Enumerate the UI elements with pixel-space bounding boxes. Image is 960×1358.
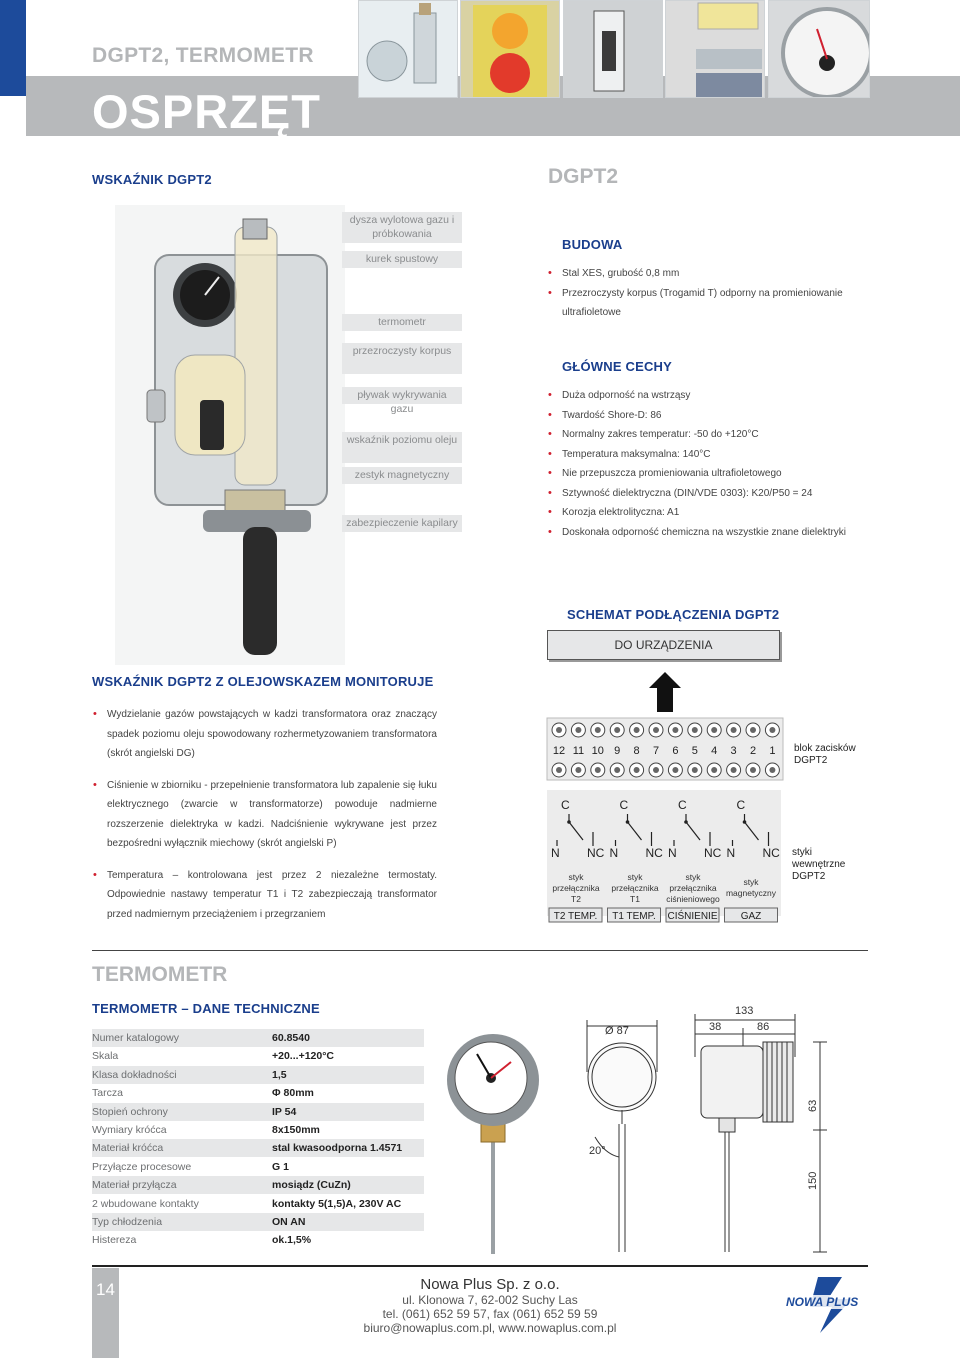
company-name: Nowa Plus Sp. z o.o. (420, 1276, 560, 1293)
logo-text: NOWA PLUS (786, 1295, 859, 1309)
contact-pivot (743, 820, 747, 824)
label-magnetic-contact: zestyk magnetyczny (342, 467, 462, 484)
monitoring-title: WSKAŹNIK DGPT2 Z OLEJOWSKAZEM MONITORUJE (92, 674, 434, 689)
terminal-screw-core (614, 767, 620, 773)
contact-pivot (567, 820, 571, 824)
spec-key: Histereza (92, 1234, 137, 1247)
thumb-bellows-photo (563, 0, 663, 98)
terminal-number: 9 (614, 745, 621, 757)
contact-c-label: C (619, 798, 629, 812)
company-address: ul. Klonowa 7, 62-002 Suchy Las (402, 1293, 578, 1307)
indicator-section-title: WSKAŹNIK DGPT2 (92, 172, 212, 187)
label-outlet-nozzle: dysza wylotowa gazu i próbkowania (342, 212, 462, 243)
spec-row (92, 1231, 424, 1249)
contact-c-label: C (561, 798, 570, 812)
spec-key: 2 wbudowane kontakty (92, 1197, 199, 1210)
outlet-photo-icon (359, 1, 457, 97)
spec-value: mosiądz (CuZn) (272, 1179, 351, 1192)
device-box: DO URZĄDZENIA (547, 630, 780, 660)
contact-nc-label: NC (704, 846, 722, 860)
terminal-screw-core (634, 767, 640, 773)
feature-item: • Temperatura maksymalna: 140°C (562, 445, 862, 465)
terminal-screw-core (556, 767, 562, 773)
side-view-body (701, 1046, 763, 1118)
spec-row (92, 1084, 424, 1102)
contact-c-label: C (678, 798, 687, 812)
terminal-number: 1 (769, 745, 776, 757)
thermometer-photo (437, 1032, 547, 1257)
construction-title: BUDOWA (562, 237, 623, 252)
contact-pivot (626, 820, 630, 824)
label-gas-float: pływak wykrywania gazu (342, 387, 462, 404)
company-block (300, 1277, 680, 1335)
spec-value: 60.8540 (272, 1032, 310, 1044)
terminal-screw-core (614, 727, 620, 733)
gauge-photo-icon (769, 1, 869, 97)
terminal-block-label: blok zacisków DGPT2 (794, 743, 856, 766)
spec-row (92, 1066, 424, 1084)
header-accent (0, 0, 26, 96)
terminal-screw-core (711, 767, 717, 773)
footer-line (92, 1265, 868, 1267)
terminal-screw-core (653, 727, 659, 733)
contact-tag: CIŚNIENIE (667, 911, 718, 922)
monitoring-item: • Temperatura – kontrolowana jest przez 2 niezależne termostaty. Odpowiednie nastawy temperatur T1 i T2 zabezpieczają transformator przed nadmiernym przeciążeniem i przegrzaniem (107, 866, 437, 925)
construction-item: • Stal XES, grubość 0,8 mm (562, 264, 862, 284)
terminal-screw-core (672, 727, 678, 733)
construction-list (562, 264, 862, 323)
schematic-title: SCHEMAT PODŁĄCZENIA DGPT2 (567, 607, 780, 622)
terminal-number: 2 (749, 745, 757, 757)
terminal-number: 12 (552, 745, 566, 757)
dim-diameter: Ø 87 (605, 1025, 629, 1037)
spec-value: Φ 80mm (272, 1087, 314, 1100)
spec-value: kontakty 5(1,5)A, 230V AC (272, 1197, 402, 1210)
spec-value: 8x150mm (272, 1124, 320, 1136)
front-view-outline (588, 1043, 656, 1111)
contact-nc-label: NC (762, 846, 780, 860)
terminal-screw-core (750, 727, 756, 733)
feature-item: • Korozja elektrolityczna: A1 (562, 503, 862, 523)
spec-key: Stopień ochrony (92, 1105, 168, 1118)
thumb-outlet-photo (358, 0, 458, 98)
terminal-screw-core (769, 727, 775, 733)
dim-38: 38 (709, 1021, 722, 1033)
spec-key: Materiał króćca (92, 1142, 164, 1155)
spec-key: Tarcza (92, 1087, 123, 1100)
terminal-number: 6 (672, 745, 679, 757)
feature-item: • Duża odporność na wstrząsy (562, 386, 862, 406)
spec-value: +20...+120°C (272, 1050, 334, 1063)
contact-n-label: N (551, 846, 560, 860)
terminal-number: 8 (633, 745, 640, 757)
thermometer-fitting (481, 1124, 505, 1142)
construction-item: • Przezroczysty korpus (Trogamid T) odporny na promieniowanie ultrafioletowe (562, 284, 862, 323)
contact-desc: styk przełącznika T1 (611, 872, 659, 904)
dim-150: 150 (807, 1171, 819, 1190)
spec-value: ok.1,5% (272, 1234, 312, 1247)
terminal-screw-core (769, 767, 775, 773)
spec-row (92, 1103, 424, 1121)
contact-nc-label: NC (645, 846, 663, 860)
terminal-screw-core (731, 767, 737, 773)
terminal-screw-core (672, 767, 678, 773)
spec-row (92, 1195, 424, 1213)
spec-value: ON AN (272, 1216, 306, 1228)
thermometer-drawing (575, 1002, 870, 1258)
terminal-screw-core (595, 727, 601, 733)
contact-n-label: N (668, 846, 677, 860)
terminal-screw-core (556, 727, 562, 733)
contact-desc: styk przełącznika T2 (552, 872, 600, 904)
monitoring-list (107, 705, 437, 924)
terminal-screw-core (692, 727, 698, 733)
terminal-screw-core (595, 767, 601, 773)
company-phone: tel. (061) 652 59 57, fax (061) 652 59 59 (382, 1307, 598, 1321)
monitoring-item: • Ciśnienie w zbiorniku - przepełnienie transformatora lub zapalenie się łuku elektrycznego (zwarcie w transformatorze) powoduje nadmierne rozszerzenie dielektryka w kadzi. Nadciśnienie wykrywane jest przez bezpośredni wyłącznik miechowy (skrót angielski P) (107, 776, 437, 854)
feature-item: • Sztywność dielektryczna (DIN/VDE 0303): K20/P50 = 24 (562, 484, 862, 504)
spec-row (92, 1176, 424, 1194)
dim-133: 133 (735, 1005, 754, 1017)
contact-tag: GAZ (740, 911, 762, 922)
spec-value: 1,5 (272, 1068, 287, 1081)
spec-key: Przyłącze procesowe (92, 1160, 192, 1173)
page-title: OSPRZĘT (92, 85, 321, 138)
terminal-photo-icon (666, 1, 764, 97)
thermometer-stem (491, 1142, 495, 1254)
spec-value: IP 54 (272, 1105, 297, 1118)
contact-c-label: C (736, 798, 746, 812)
terminal-number: 10 (591, 745, 604, 757)
terminal-screw-core (575, 727, 581, 733)
bellows-photo-icon (564, 1, 662, 97)
thumb-gauge-photo (768, 0, 870, 98)
tech-data-title: TERMOMETR – DANE TECHNICZNE (92, 1001, 320, 1016)
contact-pivot (684, 820, 688, 824)
spec-key: Numer katalogowy (92, 1032, 179, 1044)
contact-desc: styk magnetyczny (725, 877, 777, 898)
terminal-number: 11 (572, 745, 585, 757)
label-thermometer: termometr (342, 314, 462, 331)
dim-angle: 20° (589, 1145, 606, 1157)
terminal-screw-core (731, 727, 737, 733)
terminal-screw-core (711, 727, 717, 733)
terminal-number: 5 (691, 745, 698, 757)
label-oil-level: wskaźnik poziomu oleju (342, 432, 462, 463)
dgpt2-device-photo (115, 205, 345, 665)
spec-row (92, 1029, 424, 1047)
spec-value: stal kwasoodporna 1.4571 (272, 1142, 403, 1155)
switch-photo-icon (461, 1, 559, 97)
feature-item: • Doskonała odporność chemiczna na wszystkie znane dielektryki (562, 523, 862, 543)
features-list (562, 386, 862, 542)
terminal-number: 3 (730, 745, 737, 757)
dgpt2-device-icon (115, 205, 345, 665)
terminal-number: 7 (652, 745, 660, 757)
label-transparent-body: przezroczysty korpus (342, 343, 462, 374)
contact-nc-label: NC (587, 846, 605, 860)
feature-item: • Normalny zakres temperatur: -50 do +120°C (562, 425, 862, 445)
spec-row (92, 1047, 424, 1065)
contact-tag: T1 TEMP. (612, 911, 656, 922)
side-view-fitting (719, 1118, 735, 1132)
label-drain-cock: kurek spustowy (342, 251, 462, 268)
spec-key: Wymiary króćca (92, 1124, 167, 1136)
dim-63: 63 (807, 1099, 819, 1112)
nowa-plus-logo (780, 1275, 875, 1335)
feature-item: • Nie przepuszcza promieniowania ultrafioletowego (562, 464, 862, 484)
contact-n-label: N (726, 846, 736, 860)
page-subtitle: DGPT2, TERMOMETR (92, 44, 314, 67)
label-capillary-guard: zabezpieczenie kapilary (342, 515, 462, 532)
spec-key: Typ chłodzenia (92, 1216, 163, 1228)
contact-n-label: N (609, 846, 619, 860)
terminal-screw-core (653, 767, 659, 773)
company-contact: biuro@nowaplus.com.pl, www.nowaplus.com.pl (363, 1321, 617, 1335)
terminal-screw-core (634, 727, 640, 733)
dgpt2-title: DGPT2 (548, 165, 619, 188)
page-number: 14 (96, 1280, 115, 1299)
spec-key: Skala (92, 1050, 119, 1063)
thumb-terminal-photo (665, 0, 765, 98)
arrow-up-icon (649, 672, 681, 712)
terminal-screw-core (750, 767, 756, 773)
spec-row (92, 1121, 424, 1139)
spec-key: Klasa dokładności (92, 1068, 177, 1081)
spec-value: G 1 (272, 1160, 289, 1173)
dim-86: 86 (757, 1021, 770, 1033)
contact-tag: T2 TEMP. (553, 911, 598, 922)
thermometer-title: TERMOMETR (92, 963, 228, 986)
spec-row (92, 1139, 424, 1157)
features-title: GŁÓWNE CECHY (562, 359, 673, 374)
spec-row (92, 1158, 424, 1176)
terminal-screw-core (692, 767, 698, 773)
contact-desc: styk przełącznika ciśnieniowego (666, 872, 720, 904)
spec-row (92, 1213, 424, 1231)
internal-contacts-label: styki wewnętrzne DGPT2 (792, 847, 846, 882)
spec-key: Materiał przyłącza (92, 1179, 177, 1192)
thumb-switch-photo (460, 0, 560, 98)
monitoring-item: • Wydzielanie gazów powstających w kadzi transformatora oraz znaczący spadek poziomu oleju spowodowany rozhermetyzowaniem transformatora (skrót angielski DG) (107, 705, 437, 764)
section-divider (92, 950, 868, 951)
feature-item: • Twardość Shore-D: 86 (562, 406, 862, 426)
terminal-number: 4 (711, 745, 718, 757)
terminal-screw-core (575, 767, 581, 773)
